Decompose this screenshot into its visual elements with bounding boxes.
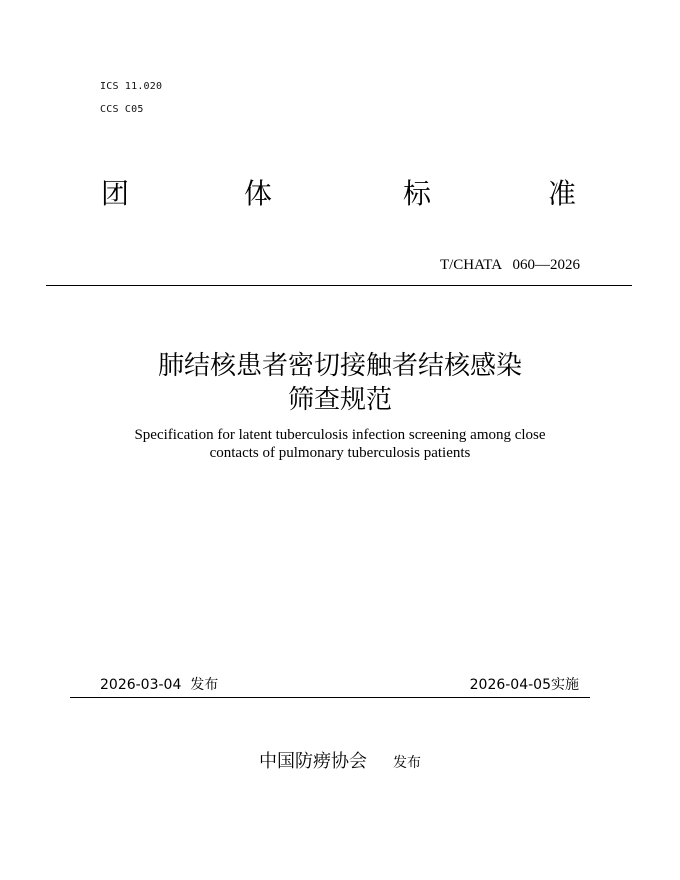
ccs-code: CCS C05	[100, 104, 144, 115]
title-zh-line: 肺结核患者密切接触者结核感染	[157, 351, 522, 381]
publish-date: 2026-03-04 发布	[100, 677, 219, 693]
footer-divider	[70, 697, 590, 698]
issuer-name: 中国防痨协会	[259, 751, 367, 772]
document-title-english	[100, 426, 580, 462]
title-en-line: contacts of pulmonary tuberculosis patients	[209, 445, 471, 461]
header-divider	[46, 285, 632, 286]
standard-type-char: 标	[403, 177, 432, 210]
ics-code: ICS 11.020	[100, 81, 163, 92]
issuer-action: 发布	[393, 755, 421, 771]
title-en-line: Specification for latent tuberculosis infection screening among close	[134, 427, 546, 443]
standard-number: T/CHATA 060—2026	[439, 257, 580, 273]
document-title-chinese	[0, 349, 680, 417]
standard-type-char: 准	[548, 177, 577, 210]
title-zh-line: 筛查规范	[287, 385, 392, 415]
standard-type-char: 体	[244, 177, 273, 210]
issuer-line	[0, 747, 680, 773]
standard-type-char: 团	[101, 177, 130, 210]
implementation-date: 2026-04-05实施	[469, 677, 579, 693]
